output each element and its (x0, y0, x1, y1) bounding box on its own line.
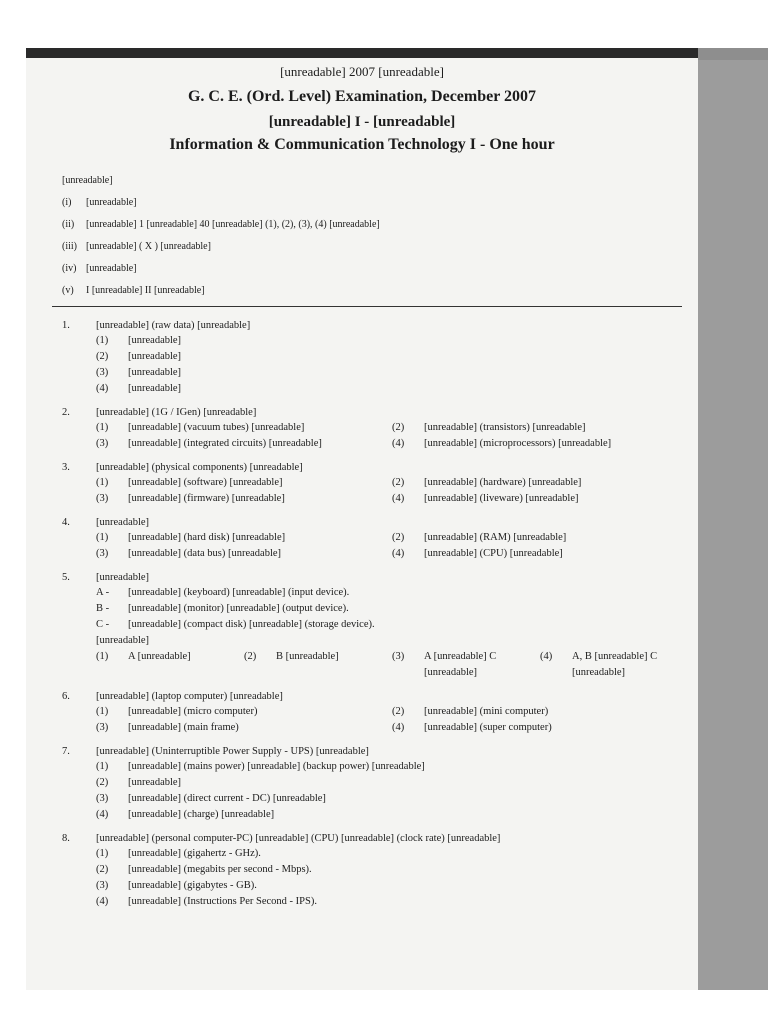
option (96, 862, 688, 878)
option (96, 381, 688, 397)
option-number: (1) (96, 422, 109, 433)
option (96, 365, 688, 381)
option (96, 846, 688, 862)
option (96, 349, 688, 365)
instruction-text: [unreadable] 1 [unreadable] 40 [unreadable] (1), (2), (3), (4) [unreadable] (86, 219, 380, 230)
option-number: (3) (392, 651, 405, 662)
option (96, 530, 392, 546)
option-number: (4) (96, 383, 109, 394)
option-text: [unreadable] (integrated circuits) [unreadable] (128, 438, 322, 449)
option-number: (3) (96, 793, 109, 804)
option-text: [unreadable] (CPU) [unreadable] (424, 548, 563, 559)
option-number: (3) (96, 722, 109, 733)
option-text: A [unreadable] (128, 651, 191, 662)
subject-sinhala: [unreadable] I - [unreadable] (268, 114, 456, 130)
question-number: 7. (62, 746, 70, 757)
option (96, 333, 688, 349)
option-number: (4) (96, 896, 109, 907)
question-3 (62, 460, 688, 507)
option-number: (2) (96, 864, 109, 875)
option-text: B [unreadable] (276, 651, 339, 662)
option-number: (4) (540, 651, 553, 662)
instruction-item (62, 236, 682, 258)
option-text: [unreadable] (firmware) [unreadable] (128, 493, 285, 504)
option-number: (2) (392, 532, 405, 543)
option-number: (2) (244, 651, 257, 662)
option-text: [unreadable] (transistors) [unreadable] (424, 422, 586, 433)
option-text: [unreadable] (liveware) [unreadable] (424, 493, 579, 504)
instruction-text: [unreadable] ( X ) [unreadable] (86, 241, 211, 252)
option-text: [unreadable] (mini computer) (424, 706, 549, 717)
statement-text: [unreadable] (monitor) [unreadable] (output device). (128, 603, 349, 614)
option (392, 704, 688, 720)
question-number: 1. (62, 320, 70, 331)
option (392, 546, 688, 562)
option-number: (1) (96, 532, 109, 543)
option-text: [unreadable] (microprocessors) [unreadable] (424, 438, 612, 449)
instruction-number: (i) (62, 197, 72, 208)
question-stem: [unreadable] (laptop computer) [unreadable] (96, 691, 283, 702)
exam-title: G. C. E. (Ord. Level) Examination, December 2007 (187, 88, 537, 105)
option-number: (1) (96, 651, 109, 662)
option-number: (3) (96, 880, 109, 891)
question-number: 2. (62, 407, 70, 418)
instruction-item (62, 280, 682, 302)
option-text: [unreadable] (128, 335, 182, 346)
option (96, 807, 688, 823)
option (392, 436, 688, 452)
option-text: [unreadable] (super computer) (424, 722, 552, 733)
option-text: [unreadable] (mains power) [unreadable] (backup power) [unreadable] (128, 761, 425, 772)
option (392, 491, 688, 507)
option-number: (4) (392, 722, 405, 733)
question-1 (62, 318, 688, 397)
statement-text: [unreadable] (compact disk) [unreadable] (storage device). (128, 619, 375, 630)
option-text: [unreadable] (charge) [unreadable] (128, 809, 275, 820)
instruction-text: I [unreadable] II [unreadable] (86, 285, 205, 296)
option (96, 894, 688, 910)
scan-left-margin (0, 0, 26, 1024)
option (392, 475, 688, 491)
option-number: (4) (392, 438, 405, 449)
statement-label: B - (96, 603, 110, 614)
question-8 (62, 831, 688, 910)
question-number: 4. (62, 517, 70, 528)
exam-page (26, 48, 698, 990)
option (96, 775, 688, 791)
option-text: [unreadable] (gigabytes - GB). (128, 880, 257, 891)
instruction-text: [unreadable] (86, 263, 137, 274)
instruction-item (62, 192, 682, 214)
question-stem: [unreadable] (96, 572, 150, 583)
option-number: (3) (96, 438, 109, 449)
option (540, 649, 688, 681)
instruction-number: (ii) (62, 219, 75, 230)
option-text: [unreadable] (128, 383, 182, 394)
option-number: (2) (96, 351, 109, 362)
instructions-heading: [unreadable] (62, 175, 113, 186)
option (392, 420, 688, 436)
option-text: [unreadable] (hard disk) [unreadable] (128, 532, 286, 543)
subject-english: Information & Communication Technology I - One hour (169, 136, 555, 153)
option-number: (1) (96, 477, 109, 488)
option-text: [unreadable] (data bus) [unreadable] (128, 548, 282, 559)
question-4 (62, 515, 688, 562)
question-stem: [unreadable] (1G / IGen) [unreadable] (96, 407, 257, 418)
option-text: [unreadable] (micro computer) (128, 706, 258, 717)
instruction-item (62, 258, 682, 280)
option-text: [unreadable] (128, 351, 182, 362)
option-text: [unreadable] (software) [unreadable] (128, 477, 283, 488)
option (96, 649, 244, 681)
option-number: (4) (392, 493, 405, 504)
statement (96, 585, 688, 601)
option-number: (1) (96, 848, 109, 859)
option-text: [unreadable] (RAM) [unreadable] (424, 532, 567, 543)
option-number: (3) (96, 548, 109, 559)
option-number: (3) (96, 493, 109, 504)
option (96, 878, 688, 894)
option (96, 491, 392, 507)
option-text: [unreadable] (vacuum tubes) [unreadable] (128, 422, 305, 433)
statement-text: [unreadable] (keyboard) [unreadable] (input device). (128, 587, 350, 598)
option (244, 649, 392, 681)
option (392, 649, 540, 681)
option (96, 759, 688, 775)
question-6 (62, 689, 688, 736)
option-text: A, B [unreadable] C [unreadable] (572, 651, 658, 678)
option-text: [unreadable] (direct current - DC) [unreadable] (128, 793, 326, 804)
option-number: (4) (96, 809, 109, 820)
question-2 (62, 405, 688, 452)
option-text: [unreadable] (hardware) [unreadable] (424, 477, 582, 488)
option-number: (1) (96, 706, 109, 717)
option-number: (2) (96, 777, 109, 788)
option (96, 546, 392, 562)
option (96, 420, 392, 436)
option (96, 791, 688, 807)
instruction-text: [unreadable] (86, 197, 137, 208)
option (96, 720, 392, 736)
option (96, 704, 392, 720)
option (96, 475, 392, 491)
statement-label: A - (96, 587, 110, 598)
option-text: [unreadable] (128, 367, 182, 378)
question-number: 3. (62, 462, 70, 473)
option-text: [unreadable] (main frame) (128, 722, 239, 733)
statement (96, 617, 688, 633)
question-5 (62, 570, 688, 681)
option-text: [unreadable] (gigahertz - GHz). (128, 848, 261, 859)
sub-question: [unreadable] (96, 635, 150, 646)
statement (96, 601, 688, 617)
question-stem: [unreadable] (physical components) [unreadable] (96, 462, 303, 473)
instruction-number: (iii) (62, 241, 77, 252)
option-number: (1) (96, 335, 109, 346)
question-number: 6. (62, 691, 70, 702)
option-number: (4) (392, 548, 405, 559)
question-7 (62, 744, 688, 823)
option-number: (3) (96, 367, 109, 378)
instruction-number: (iv) (62, 263, 77, 274)
question-list (62, 318, 688, 918)
question-number: 8. (62, 833, 70, 844)
question-stem: [unreadable] (raw data) [unreadable] (96, 320, 251, 331)
scan-top-margin (0, 0, 768, 48)
header-sinhala-line: [unreadable] 2007 [unreadable] (280, 64, 444, 79)
scan-bottom-margin (0, 990, 768, 1024)
question-stem: [unreadable] (96, 517, 150, 528)
option-number: (2) (392, 706, 405, 717)
question-stem: [unreadable] (Uninterruptible Power Supply - UPS) [unreadable] (96, 746, 369, 757)
option-number: (2) (392, 477, 405, 488)
question-stem: [unreadable] (personal computer-PC) [unreadable] (CPU) [unreadable] (clock rate) [unreadable] (96, 833, 501, 844)
option-text: [unreadable] (megabits per second - Mbps). (128, 864, 312, 875)
section-divider (52, 306, 682, 307)
option-text: [unreadable] (128, 777, 182, 788)
instruction-item (62, 214, 682, 236)
instructions (62, 170, 682, 302)
scan-right-shadow (690, 60, 768, 990)
option-text: A [unreadable] C [unreadable] (424, 651, 497, 678)
option-text: [unreadable] (Instructions Per Second - IPS). (128, 896, 317, 907)
option (96, 436, 392, 452)
instruction-number: (v) (62, 285, 74, 296)
option (392, 530, 688, 546)
option-number: (2) (392, 422, 405, 433)
question-number: 5. (62, 572, 70, 583)
statement-label: C - (96, 619, 110, 630)
option (392, 720, 688, 736)
option-number: (1) (96, 761, 109, 772)
